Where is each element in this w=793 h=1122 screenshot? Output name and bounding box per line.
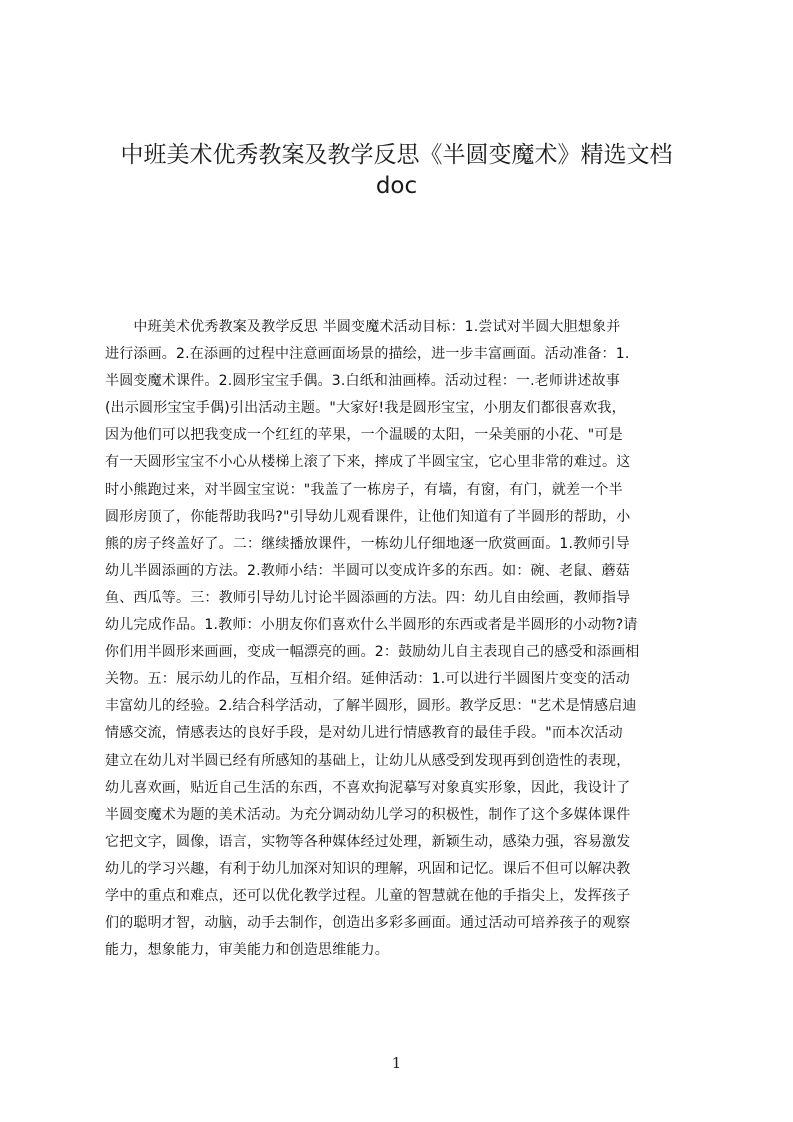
body-line: 半圆变魔术课件。2.圆形宝宝手偶。3.白纸和油画棒。活动过程：一.老师讲述故事 [105,373,620,390]
body-line: 幼儿喜欢画，贴近自己生活的东西，不喜欢拘泥摹写对象真实形象，因此，我设计了 [105,779,631,796]
page-number: 1 [391,1054,402,1072]
body-line: 熊的房子终盖好了。二：继续播放课件，一栋幼儿仔细地逐一欣赏画面。1.教师引导 [105,535,630,552]
body-line: 幼儿完成作品。1.教师：小朋友你们喜欢什么半圆形的东西或者是半圆形的小动物?请 [105,617,638,634]
body-line: 能力，想象能力，审美能力和创造思维能力。 [105,942,389,959]
title-line-1: 中班美术优秀教案及教学反思《半圆变魔术》精选文档 [120,142,673,168]
title-line-2: doc [375,173,418,199]
body-line: 幼儿半圆添画的方法。2.教师小结：半圆可以变成许多的东西。如：碗、老鼠、蘑菇 [105,562,630,579]
body-line: 幼儿的学习兴趣，有利于幼儿加深对知识的理解，巩固和记忆。课后不但可以解决教 [105,860,631,877]
body-line: 丰富幼儿的经验。2.结合科学活动，了解半圆形，圆形。教学反思："艺术是情感启迪 [105,698,637,715]
body-line: 圆形房顶了，你能帮助我吗?"引导幼儿观看课件，让他们知道有了半圆形的帮助，小 [105,508,631,525]
body-line: 它把文字，圆像，语言，实物等各种媒体经过处理，新颖生动，感染力强，容易激发 [105,833,631,850]
body-line: 鱼、西瓜等。三：教师引导幼儿讨论半圆添画的方法。四：幼儿自由绘画，教师指导 [105,589,631,606]
body-line: 情感交流，情感表达的良好手段，是对幼儿进行情感教育的最佳手段。"而本次活动 [105,725,623,742]
body-line: 进行添画。2.在添画的过程中注意画面场景的描绘，进一步丰富画面。活动准备：1. [105,346,630,363]
body-line: 时小熊跑过来，对半圆宝宝说："我盖了一栋房子，有墙，有窗，有门，就差一个半 [105,481,623,498]
body-line: 中班美术优秀教案及教学反思 半圆变魔术活动目标：1.尝试对半圆大胆想象并 [105,319,621,335]
body-text [105,314,697,964]
body-line: 因为他们可以把我变成一个红红的苹果，一个温暖的太阳，一朵美丽的小花、"可是 [105,427,623,444]
body-line: 建立在幼儿对半圆已经有所感知的基础上，让幼儿从感受到发现再到创造性的表现， [105,752,631,769]
document-title [90,140,703,202]
body-line: 学中的重点和难点，还可以优化教学过程。儿童的智慧就在他的手指尖上，发挥孩子 [105,887,631,904]
body-line: 关物。五：展示幼儿的作品，互相介绍。延伸活动：1.可以进行半圆图片变变的活动 [105,671,630,688]
body-line: 半圆变魔术为题的美术活动。为充分调动幼儿学习的积极性，制作了这个多媒体课件 [105,806,631,823]
body-line: (出示圆形宝宝手偶)引出活动主题。"大家好!我是圆形宝宝，小朋友们都很喜欢我， [105,400,626,417]
body-line: 有一天圆形宝宝不小心从楼梯上滚了下来，摔成了半圆宝宝，它心里非常的难过。这 [105,454,631,471]
body-line: 们的聪明才智，动脑，动手去制作，创造出多彩多画面。通过活动可培养孩子的观察 [105,915,631,932]
body-line: 你们用半圆形来画画，变成一幅漂亮的画。2：鼓励幼儿自主表现自己的感受和添画相 [105,644,640,661]
